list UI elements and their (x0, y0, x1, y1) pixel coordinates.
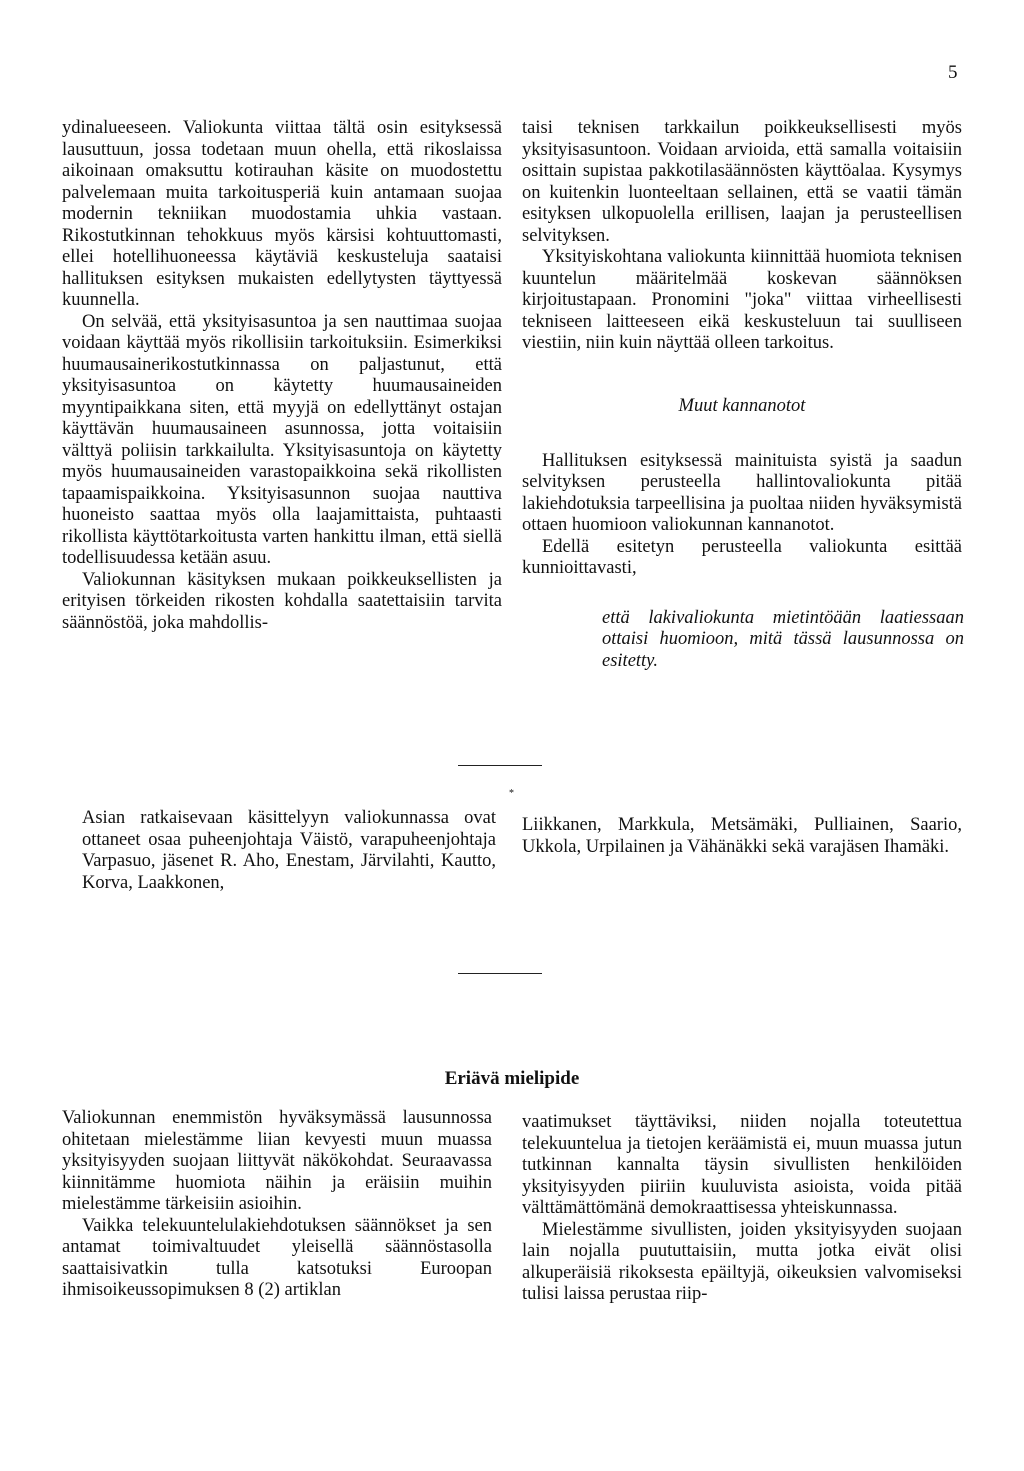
paragraph: Asian ratkaisevaan käsittelyyn valiokunnassa ovat ottaneet osaa puheenjohtaja Väistö, varapuheenjohtaja Varpasuo, jäsenet R. Aho, Enestam, Järvilahti, Kautto, Korva, Laakkonen, (82, 808, 496, 893)
paragraph: Valiokunnan käsityksen mukaan poikkeuksellisten ja erityisen törkeiden rikosten kohdalla saatettaisiin tarvita säännöstöä, joka mahdollis- (62, 569, 502, 633)
participants-left (82, 808, 496, 894)
right-column-top (522, 118, 962, 672)
dissent-left-column (62, 1108, 492, 1302)
section-divider (458, 973, 542, 974)
paragraph: Mielestämme sivullisten, joiden yksityisyyden suojaan lain nojalla puututtaisiin, mutta jotka eivät olisi alkuperäisiä rikoksesta epäiltyjä, oikeuksien valvomiseksi tulisi laissa perustaa riip- (522, 1219, 962, 1304)
paragraph: Hallituksen esityksessä mainituista syistä ja saadun selvityksen perusteella hallintovaliokunta pitää lakiehdotuksia tarpeellisina ja puoltaa niiden hyväksymistä ottaen huomioon valiokunnan kannanotot. (522, 450, 962, 535)
resolution-statement: että lakivaliokunta mietintöään laatiessaan ottaisi huomioon, mitä tässä lausunnossa on esitetty. (602, 607, 964, 671)
dissent-heading: Eriävä mielipide (444, 1068, 580, 1089)
paragraph: ydinalueeseen. Valiokunta viittaa tältä osin esityksessä lausuttuun, jossa todetaan muun ohella, että rikoslaissa aikoinaan omaksuttu kotirauhan käsite on muodostettu palvelemaan muita tarkoitusperiä kuin antamaan suojaa modernin tekniikan muodostamia uhkia vastaan. Rikostutkinnan tehokkuus myös kärsisi kohtuuttomasti, ellei hotellihuoneessa käytäviä keskusteluja saataisi hallituksen esityksen mukaisten edellytysten täyttyessä kuunnella. (62, 118, 502, 310)
paragraph: Vaikka telekuuntelulakiehdotuksen säännökset ja sen antamat toimivaltuudet yleisellä säännöstasolla saattaisivatkin tulla katsotuksi Euroopan ihmisoikeussopimuksen 8 (2) artiklan (62, 1215, 492, 1300)
subheading: Muut kannanotot (678, 395, 806, 416)
dissent-right-column (522, 1112, 962, 1306)
paragraph: vaatimukset täyttäviksi, niiden nojalla toteutettua telekuuntelua ja tietojen keräämistä ei, muun muassa jutun tutkinnan kannalta täysin sivullisten henkilöiden yksityisyyden piiriin kuuluvista asioista, voida pitää välttämättömänä demokraattisessa yhteiskunnassa. (522, 1112, 962, 1218)
margin-mark: * (509, 788, 514, 799)
paragraph: Edellä esitetyn perusteella valiokunta esittää kunnioittavasti, (522, 536, 962, 578)
paragraph: Liikkanen, Markkula, Metsämäki, Pulliainen, Saario, Ukkola, Urpilainen ja Vähänäkki sekä varajäsen Ihamäki. (522, 815, 962, 857)
paragraph: Yksityiskohtana valiokunta kiinnittää huomiota teknisen kuuntelun määritelmää koskevan säännöksen kirjoitustapaan. Pronomini "joka" viittaa virheellisesti tekniseen laitteeseen eikä keskusteluun tai suulliseen viestiin, niin kuin näyttää olleen tarkoitus. (522, 247, 962, 353)
paragraph: On selvää, että yksityisasuntoa ja sen nauttimaa suojaa voidaan käyttää myös rikollisiin tarkoituksiin. Esimerkiksi huumausainerikostutkinnassa on paljastunut, että yksityisasuntoa on käytetty huumausaineiden myyntipaikkana siten, että myyjä on edellyttänyt ostajan käyttävän huumausaineen asunnossa, jotta voitaisiin välttyä poliisin tarkkailulta. Yksityisasuntoja on käytetty myös huumausaineiden varastopaikkoina sekä rikollisten tapaamispaikkoina. Yksityisasunnon suojaa nauttiva huoneisto saattaa myös olla laajamittaista, puhtaasti rikollista käyttötarkoitusta varten hankittu ilman, että siellä todellisuudessa ketään asuu. (62, 311, 502, 568)
paragraph: Valiokunnan enemmistön hyväksymässä lausunnossa ohitetaan mielestämme liian kevyesti muun muassa yksityisyyden suojaan liittyvät näkökohdat. Seuraavassa kiinnitämme huomiota näihin ja eräisiin muihin mielestämme tärkeisiin asioihin. (62, 1108, 492, 1214)
section-divider (458, 765, 542, 766)
participants-right (522, 815, 962, 858)
left-column-top (62, 118, 502, 634)
paragraph: taisi teknisen tarkkailun poikkeuksellisesti myös yksityisasuntoon. Voidaan arvioida, että samalla voitaisiin osittain supistaa pakkotilasäännösten käyttöalaa. Kysymys on kuitenkin luonteeltaan sellainen, että se vaatii tämän esityksen ulkopuolella erillisen, laajan ja perusteellisen selvityksen. (522, 118, 962, 246)
page-number: 5 (948, 62, 958, 83)
